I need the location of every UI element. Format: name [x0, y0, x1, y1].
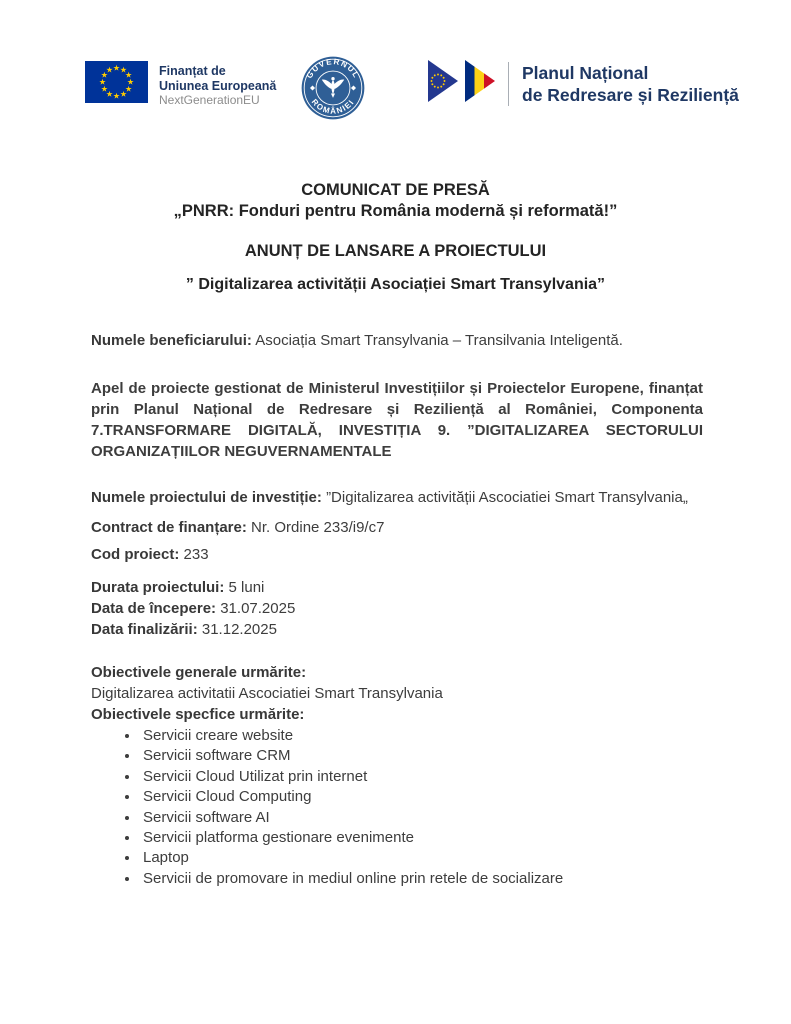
project-name-line	[91, 487, 703, 508]
objectives-list	[91, 726, 703, 889]
eu-funding-text	[159, 61, 276, 108]
title-block	[0, 180, 791, 295]
project-name-value: ”Digitalizarea activității Ascociatiei Smart Transylvania„	[326, 489, 688, 506]
duration-line	[91, 577, 703, 598]
beneficiary-value: Asociația Smart Transylvania – Transilvania Inteligentă.	[255, 332, 623, 349]
project-title: ” Digitalizarea activității Asociației Smart Transylvania”	[185, 276, 606, 293]
project-code-value: 233	[183, 546, 209, 563]
start-date-value: 31.07.2025	[220, 600, 296, 617]
eu-funding-logo	[85, 61, 276, 108]
header-logos	[0, 0, 791, 135]
svg-text:GUVERNUL: GUVERNUL	[304, 57, 362, 81]
start-date-line	[91, 598, 703, 619]
svg-text:ROMÂNIEI: ROMÂNIEI	[309, 97, 357, 116]
end-date-label: Data finalizării:	[91, 621, 198, 638]
project-code-line	[91, 544, 703, 565]
duration-label: Durata proiectului:	[91, 579, 225, 596]
pnrr-logo	[428, 60, 739, 107]
beneficiary-line	[91, 330, 703, 351]
gov-romania-seal-icon	[301, 56, 365, 120]
announcement-title: ANUNȚ DE LANSARE A PROIECTULUI	[244, 242, 547, 260]
objective-item: • Servicii software AI	[140, 808, 703, 828]
objective-item: • Servicii Cloud Computing	[140, 787, 703, 807]
eu-flag-icon	[85, 61, 148, 108]
end-date-line	[91, 619, 703, 640]
project-name-label: Numele proiectului de investiție:	[91, 489, 322, 506]
general-objectives-heading: Obiectivele generale urmărite:	[91, 664, 307, 681]
general-objectives-text: Digitalizarea activitatii Ascociatiei Smart Transylvania	[91, 685, 443, 702]
objective-item: • Servicii Cloud Utilizat prin internet	[140, 767, 703, 787]
objective-item: • Servicii software CRM	[140, 746, 703, 766]
duration-value: 5 luni	[228, 579, 265, 596]
pnrr-logo-text	[508, 62, 739, 106]
eu-funding-line1: Finanțat de	[159, 64, 226, 78]
project-code-label: Cod proiect:	[91, 546, 180, 563]
document-body	[91, 330, 703, 889]
press-release-title: COMUNICAT DE PRESĂ	[301, 181, 490, 199]
start-date-label: Data de începere:	[91, 600, 217, 617]
press-release-subtitle: „PNRR: Fonduri pentru România modernă și reformată!”	[173, 202, 618, 220]
contract-line	[91, 517, 703, 538]
pnrr-text-line1: Planul Național	[522, 62, 649, 83]
eu-funding-line2: Uniunea Europeană	[159, 78, 277, 93]
objective-item: • Servicii de promovare in mediul online prin retele de socializare	[140, 869, 703, 889]
objective-item: • Laptop	[140, 848, 703, 868]
objective-item: • Servicii platforma gestionare evenimente	[140, 828, 703, 848]
specific-objectives-heading: Obiectivele specfice urmărite:	[91, 706, 305, 723]
eu-funding-line3: NextGenerationEU	[159, 93, 260, 107]
pnrr-text-line2: de Redresare și Reziliență	[522, 84, 739, 105]
call-paragraph: Apel de proiecte gestionat de Ministerul Investițiilor și Proiectelor Europene, finanțat prin Planul Național de Redresare și Reziliență al României, Componenta 7.TRANSFORMARE DIGITALĂ, INVESTIȚIA 9. ”DIGITALIZAREA SECTORULUI ORGANIZAȚIILOR NEGUVERNAMENTALE	[91, 380, 703, 460]
objective-item: • Servicii creare website	[140, 726, 703, 746]
pnrr-mark-icon	[428, 60, 496, 107]
beneficiary-label: Numele beneficiarului:	[91, 332, 252, 349]
contract-label: Contract de finanțare:	[91, 519, 247, 536]
end-date-value: 31.12.2025	[201, 621, 277, 638]
contract-value: Nr. Ordine 233/i9/c7	[251, 519, 385, 536]
